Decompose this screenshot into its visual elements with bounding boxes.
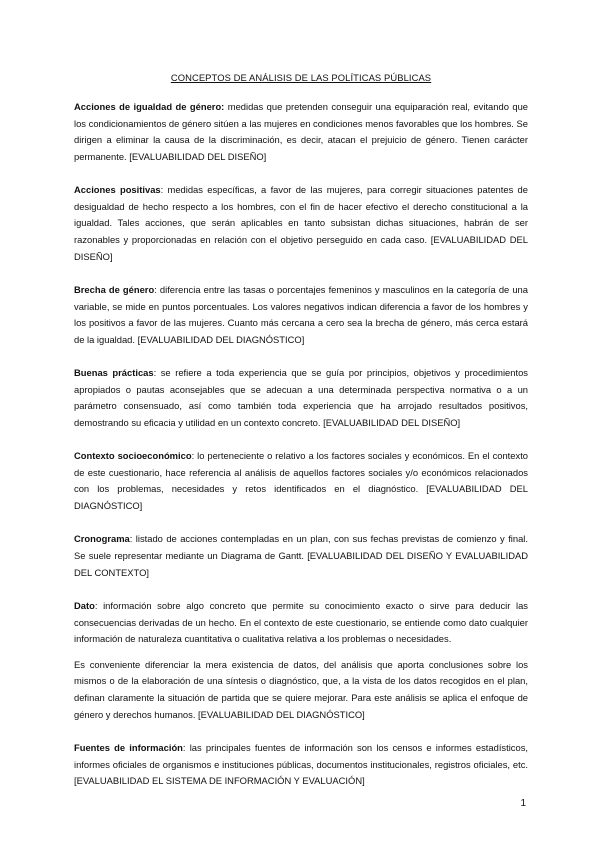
entry-term: Acciones positivas [74,184,161,196]
entry-term: Acciones de igualdad de género: [74,101,225,112]
entry-brecha-genero [74,282,528,348]
page-title: CONCEPTOS DE ANÁLISIS DE LAS POLÍTICAS PÚBLICAS [170,72,432,83]
entry-dato [74,598,528,648]
entry-term: Buenas prácticas [74,367,154,379]
entry-term: Cronograma [74,533,130,545]
entry-cronograma [74,531,528,581]
entry-text: : diferencia entre las tasas o porcentajes femeninos y masculinos en la categoría de una variable, se mide en puntos porcentuales. Los valores negativos indican diferencia a favor de los hombres y los positivos a favor de las mujeres. Cuanto más cercana a cero sea la brecha de género, más cerca estará de la igualdad. [EVALUABILIDAD DEL DIAGNÓSTICO] [74,283,528,345]
entry-acciones-positivas [74,182,528,265]
page-number: 1 [520,798,526,809]
entry-term: Contexto socioeconómico [74,450,192,462]
entry-dato-continuacion [74,657,528,723]
entry-text: : las principales fuentes de información son los censos e informes estadísticos, informes oficiales de organismos e instituciones públicas, documentos institucionales, registros oficiales, etc. [EVALUABILIDAD EL SISTEMA DE INFORMACIÓN Y EVALUACIÓN] [74,741,528,787]
entry-text: Es conveniente diferenciar la mera existencia de datos, del análisis que aporta conclusiones sobre los mismos o de la elaboración de una síntesis o diagnóstico, que, a la vista de los datos recogidos en el plan, definan claramente la situación de partida que se quiere mejorar. Para este análisis se aplica el enfoque de género y derechos humanos. [EVALUABILIDAD DEL DIAGNÓSTICO] [74,658,528,720]
entry-text: : listado de acciones contempladas en un plan, con sus fechas previstas de comienzo y final. Se suele representar mediante un Diagrama de Gantt. [EVALUABILIDAD DEL DISEÑO Y EVALUABILIDAD DEL CONTEXTO] [74,533,528,578]
entry-text: medidas que pretenden conseguir una equiparación real, evitando que los condicionamientos de género sitúen a las mujeres en condiciones menos favorables que los hombres. Se dirigen a eliminar la causa de la discriminación, es decir, atacan el prejuicio de género. Tienen carácter permanente. [EVALUABILIDAD DEL DISEÑO] [74,101,529,162]
entry-text: : información sobre algo concreto que permite su conocimiento exacto o sirve para deducir las consecuencias derivadas de un hecho. En el contexto de este cuestionario, se entiende como dato cualquier información de naturaleza cuantitativa o cualitativa relativa a los problemas o necesidades. [74,600,528,645]
entry-term: Brecha de género [74,283,155,295]
entry-term: Dato [74,600,95,612]
entry-fuentes-informacion [74,740,528,790]
entry-buenas-practicas [74,365,528,431]
entry-contexto-socioeconomico [74,448,528,514]
entry-text: : medidas específicas, a favor de las mujeres, para corregir situaciones patentes de desigualdad de hecho respecto a los hombres, con el fin de hacer efectivo el derecho constitucional a la igualdad. Tales acciones, que serán aplicables en tanto subsistan dichas situaciones, habrán de ser razonables y proporcionadas en relación con el objetivo perseguido en cada caso. [EVALUABILIDAD DEL DISEÑO] [74,184,528,262]
document-page [74,72,528,807]
entry-text: : se refiere a toda experiencia que se guía por principios, objetivos y procedimientos apropiados o pautas aconsejables que se adecuan a una determinada perspectiva normativa o a un parámetro consensuado, así como también toda experiencia que ha arrojado resultados positivos, demostrando su eficacia y utilidad en un contexto concreto. [EVALUABILIDAD DEL DISEÑO] [74,367,528,428]
entry-term: Fuentes de información [74,741,183,753]
entry-text: : lo perteneciente o relativo a los factores sociales y económicos. En el contexto de este cuestionario, hace referencia al análisis de aquellos factores sociales y/o económicos relacionados con los problemas, necesidades y retos identificados en el diagnóstico. [EVALUABILIDAD DEL DIAGNÓSTICO] [74,450,529,512]
entry-acciones-igualdad [74,99,528,165]
